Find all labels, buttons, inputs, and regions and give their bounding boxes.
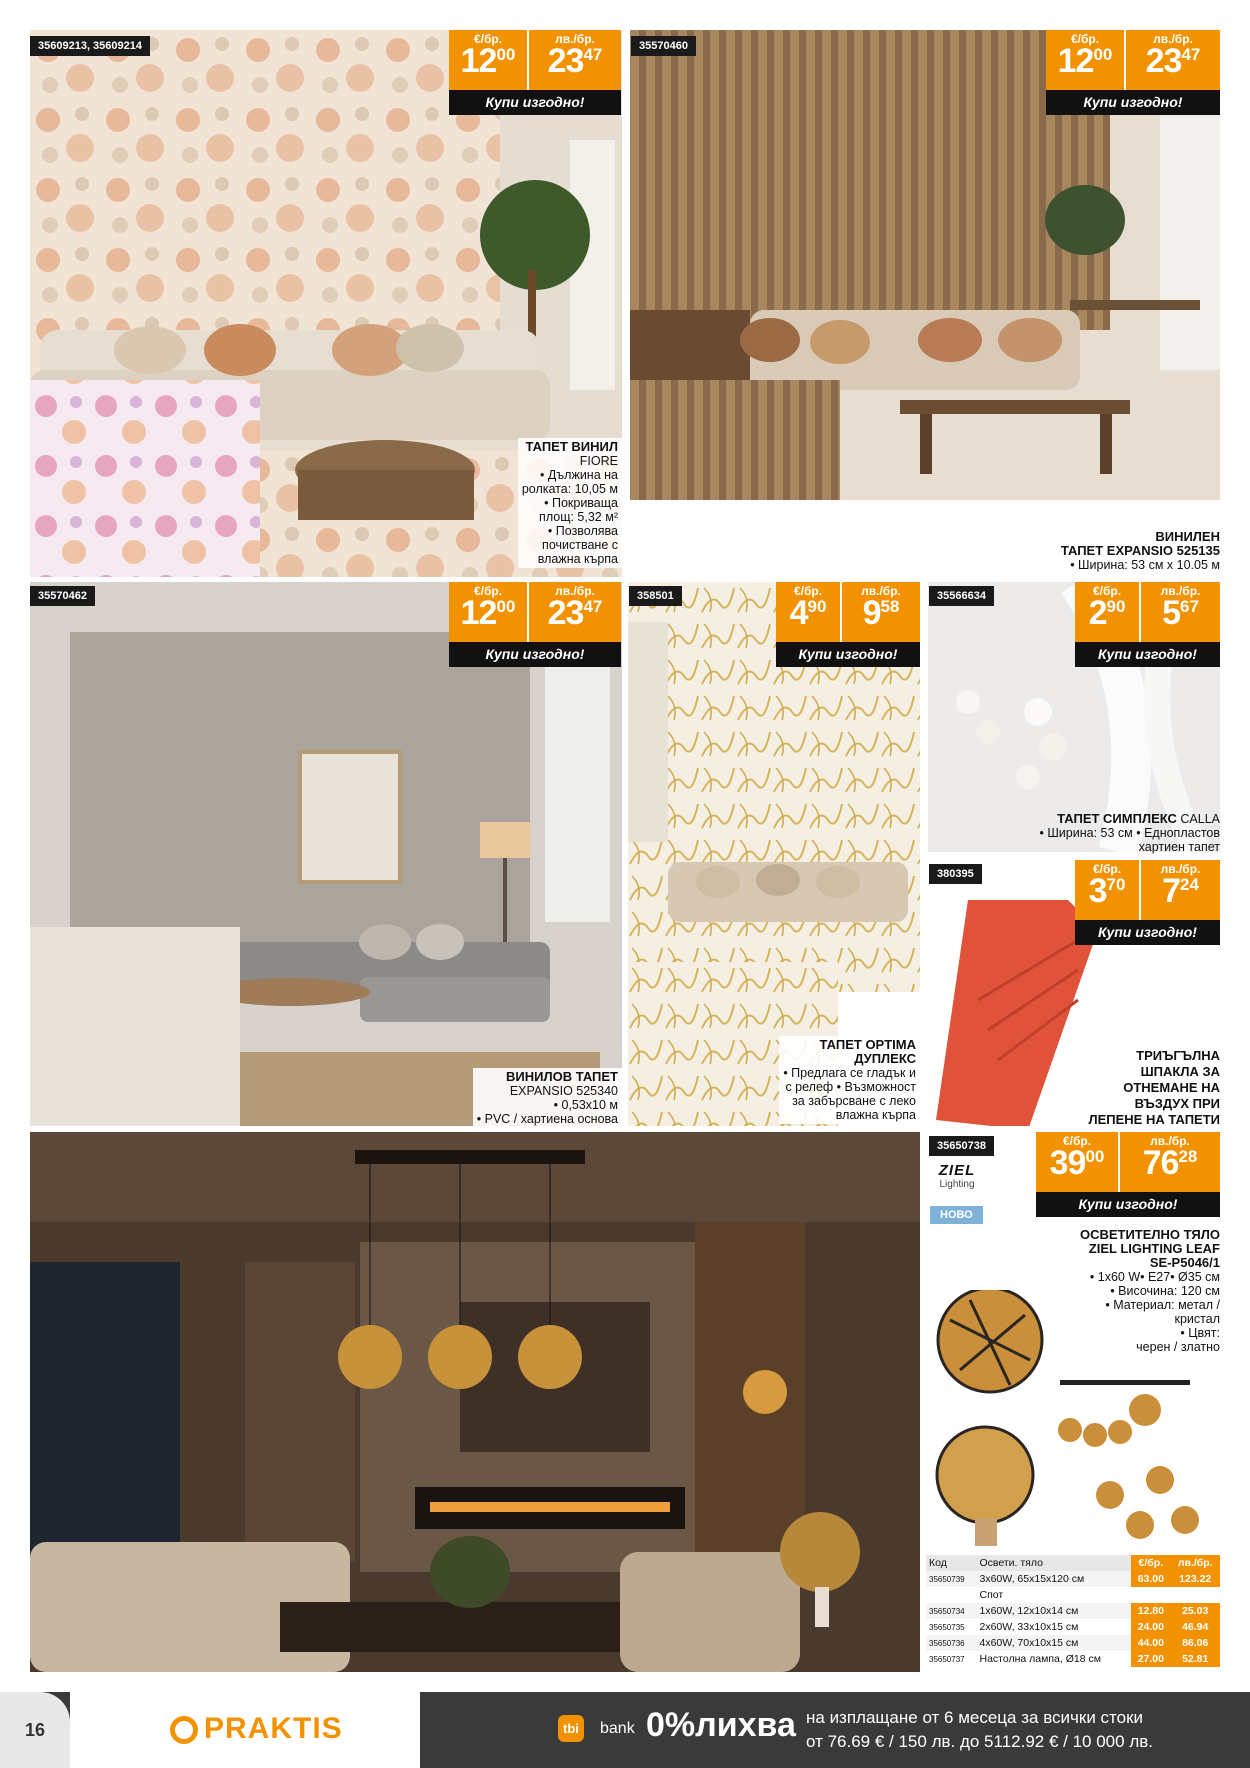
- price-lv: лв./бр. $23^{47}$: [527, 582, 621, 642]
- praktis-icon: [170, 1716, 198, 1744]
- room-image: [30, 1132, 920, 1672]
- price-tag: [1046, 30, 1220, 115]
- product-description: ТАПЕТ ВИНИЛ FIORE • Дължина на ролката: 10,05 м • Покриваща площ: 5,32 м² • Позволява почистване с влажна кърпа: [518, 438, 622, 568]
- product-panel-lighting: [30, 1132, 920, 1672]
- buy-button[interactable]: Купи изгодно!: [1075, 642, 1220, 667]
- product-description: ВИНИЛЕН ТАПЕТ EXPANSIO 525135 • Ширина: 53 см х 10.05 м: [1060, 529, 1220, 572]
- price-eur: €/бр. $3^{70}$: [1075, 860, 1139, 920]
- bank-label: bank: [600, 1720, 635, 1737]
- product-description: ОСВЕТИТЕЛНО ТЯЛО ZIEL LIGHTING LEAF SE-P5046/1 • 1x60 W• E27• Ø35 см • Височина: 120 см • Материал: метал / кристал • Цвят: черен / златно: [1079, 1227, 1220, 1354]
- new-badge: НОВО: [930, 1206, 983, 1224]
- promo-line-2: от 76.69 € / 150 лв. до 5112.92 € / 10 000 лв.: [806, 1732, 1153, 1751]
- price-tag: [776, 582, 920, 667]
- price-eur: €/бр. $12^{00}$: [1046, 30, 1124, 90]
- price-lv: лв./бр. $9^{58}$: [840, 582, 920, 642]
- buy-button[interactable]: Купи изгодно!: [449, 642, 621, 667]
- price-tag: [449, 582, 621, 667]
- price-tag: [449, 30, 621, 115]
- price-eur: €/бр. $4^{90}$: [776, 582, 840, 642]
- buy-button[interactable]: Купи изгодно!: [449, 90, 621, 115]
- product-description: ТРИЪГЪЛНА ШПАКЛА ЗА ОТНЕМАНЕ НА ВЪЗДУХ ПРИ ЛЕПЕНЕ НА ТАПЕТИ: [1088, 1048, 1220, 1127]
- price-lv: лв./бр. $23^{47}$: [1124, 30, 1220, 90]
- page-number: 16: [0, 1692, 70, 1768]
- footer-bar: [0, 1692, 1250, 1768]
- table-row: 35650737 Настолна лампа, Ø18 см 27.00 52.81: [926, 1651, 1220, 1667]
- brand-logo: ZIEL Lighting: [938, 1162, 976, 1190]
- product-code: 35609213, 35609214: [30, 36, 150, 56]
- product-code: 380395: [929, 864, 982, 884]
- price-tag: [1075, 860, 1220, 945]
- buy-button[interactable]: Купи изгодно!: [1036, 1192, 1220, 1217]
- table-row: 35650736 4x60W, 70x10x15 см 44.00 86.06: [926, 1635, 1220, 1651]
- product-code: 35570460: [631, 36, 696, 56]
- table-row: 35650735 2x60W, 33x10x15 см 24.00 46.94: [926, 1619, 1220, 1635]
- table-row: Спот: [979, 1589, 1004, 1601]
- lamp-images: [930, 1290, 1220, 1548]
- product-code: 35650738: [929, 1136, 994, 1156]
- price-eur: €/бр. $12^{00}$: [449, 582, 527, 642]
- product-description: ТАПЕТ СИМПЛЕКС CALLA • Ширина: 53 см • Еднопластов хартиен тапет: [1039, 811, 1220, 854]
- product-code: 35570462: [30, 586, 95, 606]
- buy-button[interactable]: Купи изгодно!: [1075, 920, 1220, 945]
- product-description: ВИНИЛОВ ТАПЕТ EXPANSIO 525340 • 0,53x10 м • PVC / хартиена основа: [473, 1068, 622, 1128]
- table-header: Код Освети. тяло €/бр. лв./бр.: [926, 1555, 1220, 1571]
- price-lv: лв./бр. $76^{28}$: [1118, 1132, 1220, 1192]
- product-code: 35566634: [929, 586, 994, 606]
- price-eur: €/бр. $2^{90}$: [1075, 582, 1139, 642]
- buy-button[interactable]: Купи изгодно!: [776, 642, 920, 667]
- promo-line-1: на изплащане от 6 месеца за всички стоки: [806, 1708, 1144, 1727]
- price-eur: €/бр. $39^{00}$: [1036, 1132, 1118, 1192]
- product-description: ТАПЕТ OPTIMA ДУПЛЕКС • Предлага се гладък и с релеф • Възможност за забърсване с леко влажна кърпа: [779, 1036, 920, 1124]
- tbi-logo: tbi: [558, 1715, 584, 1742]
- product-code: 358501: [629, 586, 682, 606]
- table-row: 35650734 1x60W, 12x10x14 см 12.80 25.03: [926, 1603, 1220, 1619]
- price-tag: [1036, 1132, 1220, 1217]
- price-eur: €/бр. $12^{00}$: [449, 30, 527, 90]
- price-lv: лв./бр. $7^{24}$: [1139, 860, 1220, 920]
- price-lv: лв./бр. $23^{47}$: [527, 30, 621, 90]
- praktis-logo: PRAKTIS: [204, 1712, 343, 1745]
- buy-button[interactable]: Купи изгодно!: [1046, 90, 1220, 115]
- promo-interest: 0%лихва: [646, 1706, 796, 1744]
- lighting-spec-table: [926, 1555, 1220, 1667]
- price-tag: [1075, 582, 1220, 667]
- price-lv: лв./бр. $5^{67}$: [1139, 582, 1220, 642]
- table-row: 35650739 3x60W, 65x15x120 см 63.00 123.22: [926, 1571, 1220, 1587]
